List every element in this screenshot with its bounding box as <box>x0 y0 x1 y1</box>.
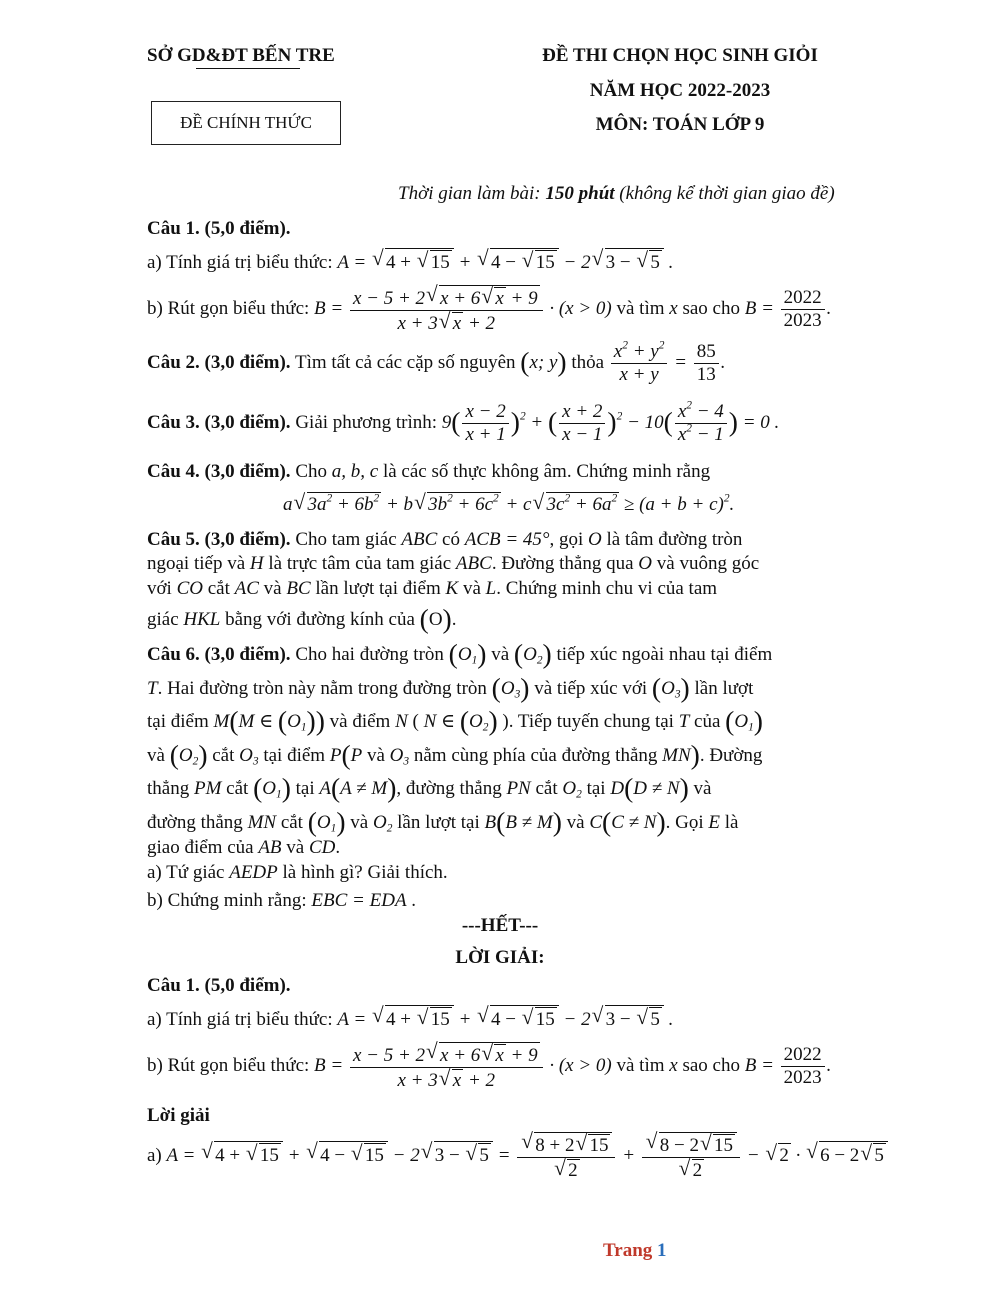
q6b-text: b) Chứng minh rằng: <box>147 890 307 911</box>
sol-q1a-expression: A = √ 4 + √ 15 + √ 4 − √ 15 − 2√ 3 − √ 5 . <box>337 1009 673 1030</box>
q6-l1a: Cho hai đường tròn <box>295 644 444 665</box>
sol-q1b-text: b) Rút gọn biểu thức: <box>147 1054 310 1076</box>
sol-q1b-target: B = $\frac{2022}{2023}$ . <box>744 1044 832 1088</box>
q6-l7b: và <box>286 837 305 858</box>
q5-l1c: , gọi <box>549 529 584 550</box>
q6-l1b: và <box>491 644 510 665</box>
q6b-line: b) Chứng minh rằng: EBC = EDA . <box>147 890 417 911</box>
exam-year: NĂM HỌC 2022-2023 <box>589 80 771 101</box>
q6-l3b: và điểm <box>329 711 391 732</box>
official-exam-box <box>151 101 341 145</box>
q6-l4c: tại điểm <box>263 745 326 766</box>
q5-l3b: cắt <box>207 578 230 599</box>
q3-title: Câu 3. (3,0 điểm). <box>147 411 291 433</box>
q5-line2: ngoại tiếp và H là trực tâm của tam giác ABC. Đường thẳng qua O và vuông góc <box>147 553 760 574</box>
q6-l4e: nằm cùng phía của đường thẳng <box>413 745 658 766</box>
q5-l4b: bằng với đường kính của <box>225 609 415 630</box>
sol-a-line <box>147 1132 888 1181</box>
q6-line1: Câu 6. (3,0 điểm). Cho hai đường tròn $(O_1)$ và $(O_2)$ tiếp xúc ngoài nhau tại điểm <box>147 638 773 669</box>
q5-l1b: có <box>442 529 460 550</box>
q6-l6e: và <box>566 812 585 833</box>
q6-line4: và $(O_2)$ cắt $O_3$ tại điểm P(P và $O_3$ nằm cùng phía của đường thẳng MN). Đường <box>147 739 763 770</box>
q6-l6f: . Gọi <box>665 812 704 833</box>
q6-l2a: . Hai đường tròn này nằm trong đường tròn <box>157 678 487 699</box>
q2-line: Câu 2. (3,0 điểm). Tìm tất cả các cặp số nguyên (x; y) thỏa $\frac{x^2 + y^2}{x + y}$ = $\frac{85}{13}$ . <box>147 339 726 385</box>
solution-label-text: Lời giải <box>147 1105 210 1126</box>
page-footer <box>603 1240 667 1262</box>
q6-l5b: cắt <box>226 778 249 799</box>
sol-q1a-text: a) Tính giá trị biểu thức: <box>147 1009 333 1030</box>
q4-line: Câu 4. (3,0 điểm). Cho a, b, c là các số thực không âm. Chứng minh rằng <box>147 461 711 482</box>
q5-l3a: với <box>147 578 172 599</box>
sol-q1b-line: b) Rút gọn biểu thức: B = $\frac{x - 5 + 2√ x + 6√ x + 9}{x + 3√ x + 2}$ · (x > 0) và tìm x sao cho B = $\frac{2022}{2023}$ . <box>147 1042 831 1091</box>
q5-l2d: và vuông góc <box>656 553 760 574</box>
q1a-text: a) Tính giá trị biểu thức: <box>147 252 333 273</box>
q6-line5: thẳng PM cắt $(O_1)$ tại A(A ≠ M), đường thẳng PN cắt $O_2$ tại D(D ≠ N) và <box>147 772 712 803</box>
end-mark: ---HẾT--- <box>461 915 539 936</box>
q1b-target: B = $\frac{2022}{2023}$ . <box>744 287 832 331</box>
solution-title: LỜI GIẢI: <box>455 947 545 968</box>
q5-l3f: . Chứng minh chu vi của tam <box>496 578 718 599</box>
q6-l7a: giao điểm của <box>147 837 254 858</box>
q5-line4: giác HKL bằng với đường kính của (O). <box>147 603 457 634</box>
q1b-mid2: sao cho <box>682 297 740 319</box>
q3-equation: 9( $\frac{x - 2}{x + 1}$ )$^2$ + ( $\frac{x + 2}{x - 1}$ )$^2$ − 10( $\frac{x^2 - 4}{x^2 - 1}$ ) = 0 . <box>441 399 780 445</box>
footer-page-number: 1 <box>657 1240 667 1261</box>
q6-l5e: cắt <box>535 778 558 799</box>
q1b-text: b) Rút gọn biểu thức: <box>147 297 310 319</box>
q4-inequality: a√ $3a^2 + 6b^2 + b√$ $3b^2 + 6c^2 + c√$ $3c^2 + 6a^2 \ge (a + b + c)^2$. <box>283 492 734 516</box>
q2-title: Câu 2. (3,0 điểm). <box>147 351 291 373</box>
q6-l5d: , đường thẳng <box>396 778 502 799</box>
q3-line <box>147 399 780 445</box>
q6-l2c: lần lượt <box>694 678 754 699</box>
sol-a-label: a) <box>147 1144 162 1166</box>
q6-l4b: cắt <box>212 745 235 766</box>
q5-l1d: là tâm đường tròn <box>606 529 743 550</box>
q5-l3e: và <box>462 578 481 599</box>
q5-line1: Câu 5. (3,0 điểm). Cho tam giác ABC có ACB = 45°, gọi O là tâm đường tròn <box>147 529 743 550</box>
q1b-expression: B = $\frac{x - 5 + 2√ x + 6√ x + 9}{x + 3√ x + 2}$ · (x > 0) <box>314 298 612 319</box>
footer-page-word: Trang <box>603 1240 653 1261</box>
q6-l6g: là <box>724 812 739 833</box>
q6-l5f: tại <box>586 778 606 799</box>
q5-title: Câu 5. (3,0 điểm). <box>147 529 291 550</box>
time-suffix: (không kể thời gian giao đề) <box>614 183 835 204</box>
q4-title: Câu 4. (3,0 điểm). <box>147 461 291 482</box>
q5-l2a: ngoại tiếp và <box>147 553 246 574</box>
q1-title-text: Câu 1. (5,0 điểm). <box>147 218 291 239</box>
q5-l1a: Cho tam giác <box>295 529 397 550</box>
exam-subject: MÔN: TOÁN LỚP 9 <box>595 114 765 135</box>
exam-title: ĐỀ THI CHỌN HỌC SINH GIỎI <box>542 45 818 66</box>
q4-text2: là các số thực không âm. Chứng minh rằng <box>382 461 711 482</box>
q5-line3: với CO cắt AC và BC lần lượt tại điểm K và L. Chứng minh chu vi của tam <box>147 578 718 599</box>
q1-title <box>147 218 291 240</box>
q5-l4a: giác <box>147 609 179 630</box>
q6a-text: a) Tứ giác <box>147 862 225 883</box>
q6-l5g: và <box>693 778 712 799</box>
q6-l2b: và tiếp xúc với <box>534 678 648 699</box>
q6-l3c: ). Tiếp tuyến chung tại <box>502 711 674 732</box>
q6-l3a: tại điểm <box>147 711 209 732</box>
authority-underline <box>196 68 300 69</box>
time-prefix: Thời gian làm bài: <box>398 183 546 204</box>
sol-a-expression: A = √ 4 + √ 15 + √ 4 − √ 15 − 2√ 3 − √ 5 = √ 8 + 2√ 15 √ 2 + √ 8 − 2√ 15 √ 2 − √ 2 · √ 6 − 2√ 5 <box>167 1145 888 1166</box>
official-exam-label: ĐỀ CHÍNH THỨC <box>180 113 312 132</box>
q1b-mid: và tìm <box>616 297 665 319</box>
issuing-authority: SỞ GD&ĐT BẾN TRE <box>147 45 335 66</box>
q6-l4f: . Đường <box>699 745 763 766</box>
q6-l5a: thẳng <box>147 778 190 799</box>
sol-q1a-line <box>147 1005 673 1031</box>
q6-l1c: tiếp xúc ngoài nhau tại điểm <box>556 644 773 665</box>
q6-l6c: và <box>350 812 369 833</box>
q5-l3d: lần lượt tại điểm <box>315 578 441 599</box>
q4-text: Cho <box>295 461 327 482</box>
q6-l4a: và <box>147 745 165 766</box>
q3-text: Giải phương trình: <box>295 411 438 433</box>
q2-equation: $\frac{x^2 + y^2}{x + y}$ = $\frac{85}{13}$ . <box>609 352 726 373</box>
q6-l5c: tại <box>295 778 315 799</box>
q6-l6d: lần lượt tại <box>397 812 480 833</box>
q6-line7: giao điểm của AB và CD. <box>147 837 341 858</box>
sol-q1-title <box>147 975 291 997</box>
time-allowed <box>398 183 835 205</box>
q2-text: Tìm tất cả các cặp số nguyên <box>294 351 516 373</box>
q5-l2b: là trực tâm của tam giác <box>268 553 452 574</box>
q6-line2: T. Hai đường tròn này nằm trong đường tròn $(O_3)$ và tiếp xúc với $(O_3)$ lần lượt <box>147 672 754 703</box>
q6-title: Câu 6. (3,0 điểm). <box>147 644 291 665</box>
q5-l2c: . Đường thẳng qua <box>491 553 634 574</box>
q5-l3c: và <box>263 578 282 599</box>
sol-q1b-mid: và tìm <box>616 1054 665 1076</box>
q6-line6: đường thẳng MN cắt $(O_1)$ và $O_2$ lần lượt tại B(B ≠ M) và C(C ≠ N). Gọi E là <box>147 806 739 837</box>
q1a-line <box>147 248 673 274</box>
q6-l6b: cắt <box>280 812 303 833</box>
q6-l4d: và <box>366 745 385 766</box>
q6a-text2: là hình gì? Giải thích. <box>282 862 448 883</box>
time-value: 150 phút <box>545 183 615 204</box>
sol-q1b-mid2: sao cho <box>682 1054 740 1076</box>
sol-q1b-expression: B = $\frac{x - 5 + 2√ x + 6√ x + 9}{x + 3√ x + 2}$ · (x > 0) <box>314 1055 612 1076</box>
q6-l6a: đường thẳng <box>147 812 243 833</box>
q6a-line: a) Tứ giác AEDP là hình gì? Giải thích. <box>147 862 448 883</box>
q6-l3d: của <box>694 711 721 732</box>
q1b-line: b) Rút gọn biểu thức: B = $\frac{x - 5 + 2√ x + 6√ x + 9}{x + 3√ x + 2}$ · (x > 0) và tìm x sao cho B = $\frac{2022}{2023}$ . <box>147 285 831 334</box>
q1a-expression: A = √ 4 + √ 15 + √ 4 − √ 15 − 2√ 3 − √ 5 . <box>337 252 673 273</box>
q2-text2: thỏa <box>571 351 605 373</box>
solution-label <box>147 1105 210 1127</box>
q6-line3: tại điểm M(M ∈ $(O_1)$) và điểm N ( N ∈ $(O_2)$ ). Tiếp tuyến chung tại T của $(O_1)$ <box>147 705 763 736</box>
sol-q1-title-text: Câu 1. (5,0 điểm). <box>147 975 291 996</box>
